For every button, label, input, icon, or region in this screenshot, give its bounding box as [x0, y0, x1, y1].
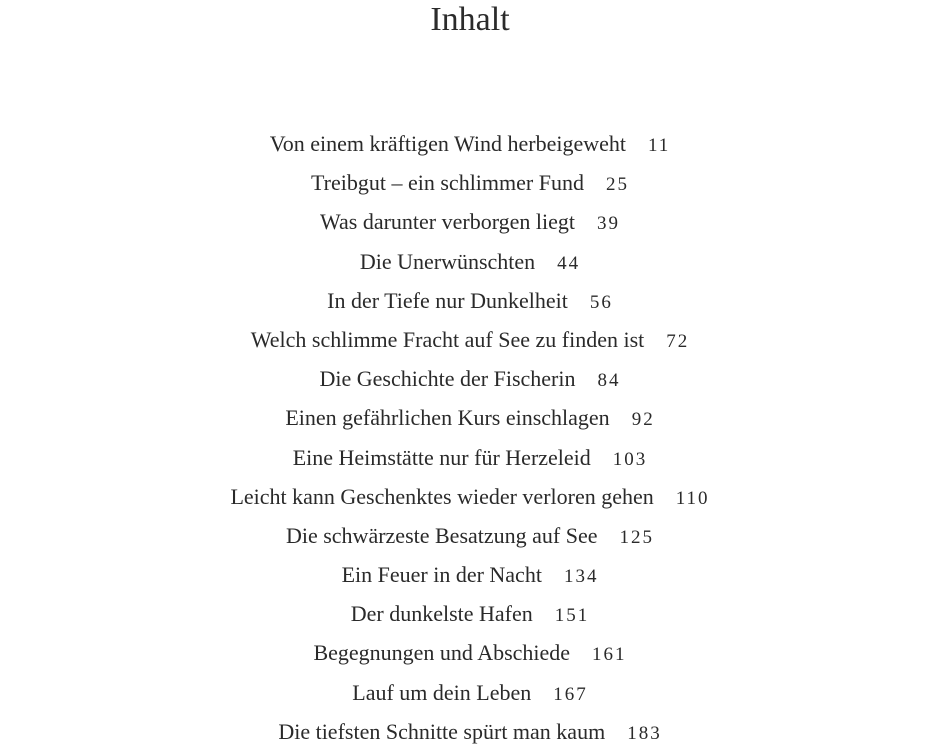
toc-entry-title: Die tiefsten Schnitte spürt man kaum — [278, 718, 606, 744]
toc-entry[interactable] — [0, 516, 940, 555]
toc-entry-title: Leicht kann Geschenktes wieder verloren gehen — [230, 483, 654, 509]
toc-entry-page: 72 — [666, 330, 690, 352]
toc-entry-page: 134 — [563, 566, 599, 588]
toc-entry-page: 151 — [554, 605, 590, 627]
page-title: Inhalt — [430, 1, 510, 38]
toc-entry-page: 110 — [675, 487, 710, 509]
toc-entry[interactable] — [0, 281, 940, 320]
toc-entry-title: Was darunter verborgen liegt — [319, 209, 575, 235]
toc-entry[interactable] — [0, 359, 940, 398]
toc-entry[interactable] — [0, 673, 940, 712]
toc-entry[interactable] — [0, 477, 940, 516]
toc-entry-title: Die schwärzeste Besatzung auf See — [285, 522, 598, 548]
toc-entry-page: 103 — [612, 448, 648, 470]
toc-entry[interactable] — [0, 242, 940, 281]
toc-entry[interactable] — [0, 124, 940, 163]
toc-entry-page: 92 — [631, 409, 655, 431]
toc-entry-title: Ein Feuer in der Nacht — [341, 562, 542, 588]
toc-entry-title: Eine Heimstätte nur für Herzeleid — [292, 444, 591, 470]
toc-entry-page: 183 — [627, 722, 662, 744]
toc-entry-title: Die Geschichte der Fischerin — [319, 366, 576, 392]
toc-entry-page: 56 — [589, 291, 613, 313]
toc-entry-title: Von einem kräftigen Wind herbeigeweht — [269, 131, 626, 156]
toc-entry-title: Die Unerwünschten — [359, 248, 536, 274]
toc-entry-page: 125 — [619, 526, 655, 548]
toc-entry[interactable] — [0, 320, 940, 359]
toc-entry-page: 84 — [597, 370, 621, 392]
toc-entry-page: 11 — [648, 135, 671, 156]
toc-entry-title: Der dunkelste Hafen — [350, 601, 533, 627]
toc-entry-title: Einen gefährlichen Kurs einschlagen — [285, 405, 610, 431]
toc-entry[interactable] — [0, 398, 940, 437]
toc-entry-page: 25 — [605, 174, 629, 196]
toc-entry-page: 39 — [597, 213, 620, 235]
toc-entry[interactable] — [0, 163, 940, 202]
table-of-contents — [0, 124, 940, 751]
toc-entry-page: 167 — [553, 683, 588, 705]
toc-entry-page: 161 — [592, 644, 627, 666]
toc-entry[interactable] — [0, 594, 940, 633]
toc-entry[interactable] — [0, 712, 940, 751]
toc-entry[interactable] — [0, 633, 940, 672]
toc-entry[interactable] — [0, 202, 940, 241]
toc-entry-page: 44 — [557, 252, 581, 274]
toc-entry-title: Treibgut – ein schlimmer Fund — [311, 170, 584, 196]
toc-entry-title: Lauf um dein Leben — [352, 679, 532, 705]
toc-entry-title: In der Tiefe nur Dunkelheit — [327, 287, 568, 313]
toc-entry[interactable] — [0, 438, 940, 477]
toc-entry-title: Begegnungen und Abschiede — [313, 640, 571, 666]
toc-entry[interactable] — [0, 555, 940, 594]
toc-entry-title: Welch schlimme Fracht auf See zu finden ist — [250, 326, 645, 352]
